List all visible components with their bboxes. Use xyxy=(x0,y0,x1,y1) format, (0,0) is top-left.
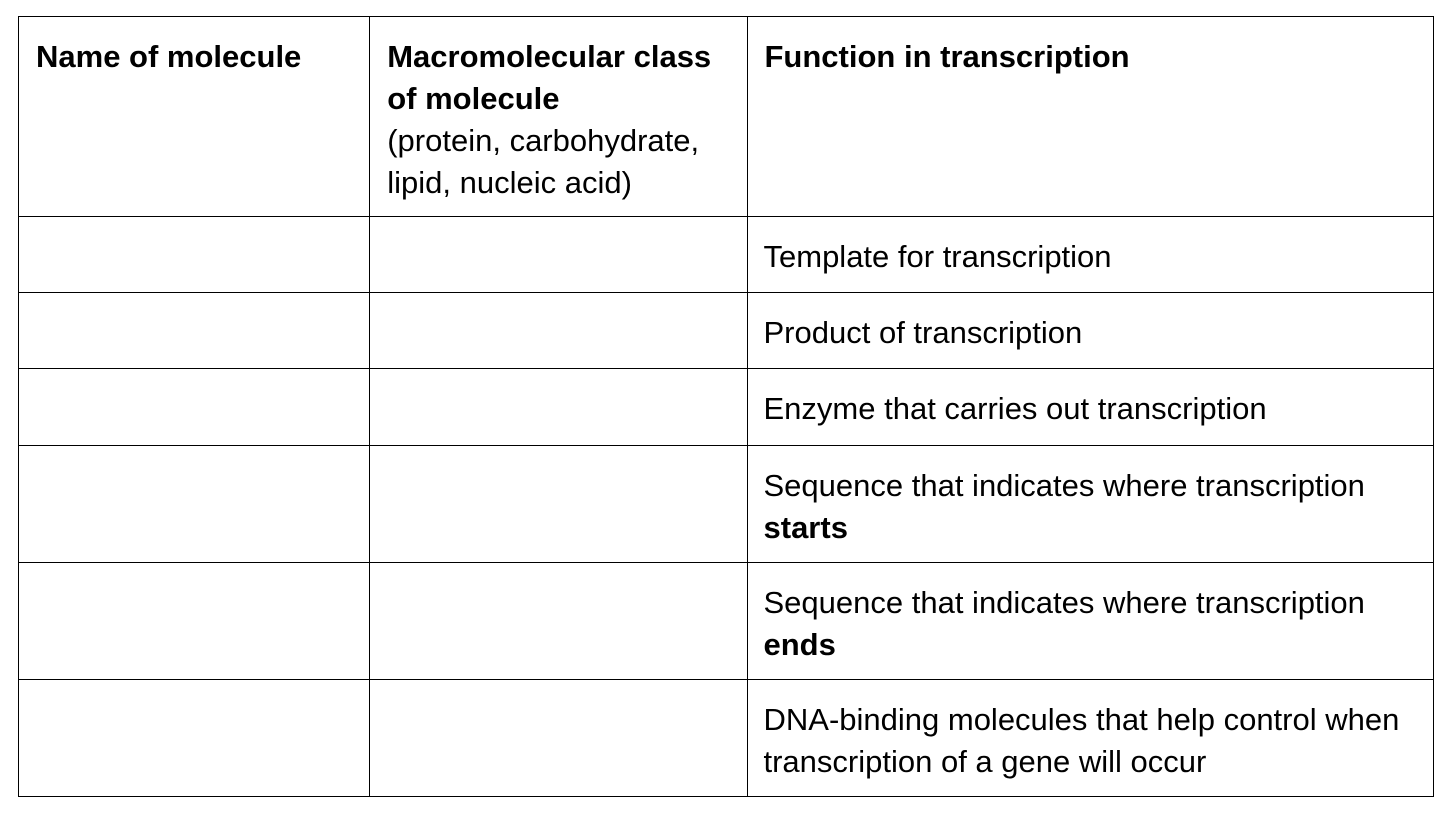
function-cell xyxy=(747,293,1434,369)
class-cell-text xyxy=(370,680,746,699)
class-cell[interactable] xyxy=(370,369,747,445)
table-row xyxy=(19,445,1434,562)
table-row xyxy=(19,562,1434,679)
table-row xyxy=(19,679,1434,796)
function-text: DNA-binding molecules that help control when transcription of a gene will occur xyxy=(763,701,1400,779)
function-text: Sequence that indicates where transcription xyxy=(763,584,1365,620)
header-class-note: (protein, carbohydrate, lipid, nucleic acid) xyxy=(387,123,700,200)
name-cell-text xyxy=(19,563,369,582)
function-text: Product of transcription xyxy=(763,315,1083,351)
name-cell[interactable] xyxy=(19,369,370,445)
name-cell-text xyxy=(19,680,369,699)
header-function-in-transcription xyxy=(747,17,1434,217)
function-text: Sequence that indicates where transcription xyxy=(763,467,1365,503)
name-cell[interactable] xyxy=(19,562,370,679)
class-cell-text xyxy=(370,563,746,582)
function-emphasis: starts xyxy=(763,509,848,545)
function-emphasis: ends xyxy=(763,626,836,662)
header-macromolecular-class xyxy=(370,17,747,217)
header-name-of-molecule xyxy=(19,17,370,217)
name-cell[interactable] xyxy=(19,217,370,293)
function-cell xyxy=(747,369,1434,445)
class-cell-text xyxy=(370,293,746,312)
header-class-label: Macromolecular class of molecule xyxy=(387,39,712,116)
name-cell-text xyxy=(19,446,369,465)
class-cell-text xyxy=(370,446,746,465)
class-cell[interactable] xyxy=(370,679,747,796)
table-row xyxy=(19,369,1434,445)
class-cell-text xyxy=(370,217,746,236)
class-cell[interactable] xyxy=(370,562,747,679)
function-cell xyxy=(747,562,1434,679)
header-function-label: Function in transcription xyxy=(764,39,1130,74)
name-cell[interactable] xyxy=(19,679,370,796)
class-cell[interactable] xyxy=(370,445,747,562)
name-cell[interactable] xyxy=(19,293,370,369)
name-cell-text xyxy=(19,293,369,312)
function-text: Template for transcription xyxy=(763,239,1112,275)
name-cell-text xyxy=(19,369,369,388)
function-cell xyxy=(747,445,1434,562)
header-name-label: Name of molecule xyxy=(36,39,302,74)
name-cell[interactable] xyxy=(19,445,370,562)
table-row xyxy=(19,293,1434,369)
table-row xyxy=(19,217,1434,293)
class-cell[interactable] xyxy=(370,293,747,369)
name-cell-text xyxy=(19,217,369,236)
class-cell-text xyxy=(370,369,746,388)
class-cell[interactable] xyxy=(370,217,747,293)
function-cell xyxy=(747,217,1434,293)
function-cell xyxy=(747,679,1434,796)
function-text: Enzyme that carries out transcription xyxy=(763,391,1267,427)
table-header-row xyxy=(19,17,1434,217)
transcription-worksheet-table xyxy=(18,16,1434,797)
